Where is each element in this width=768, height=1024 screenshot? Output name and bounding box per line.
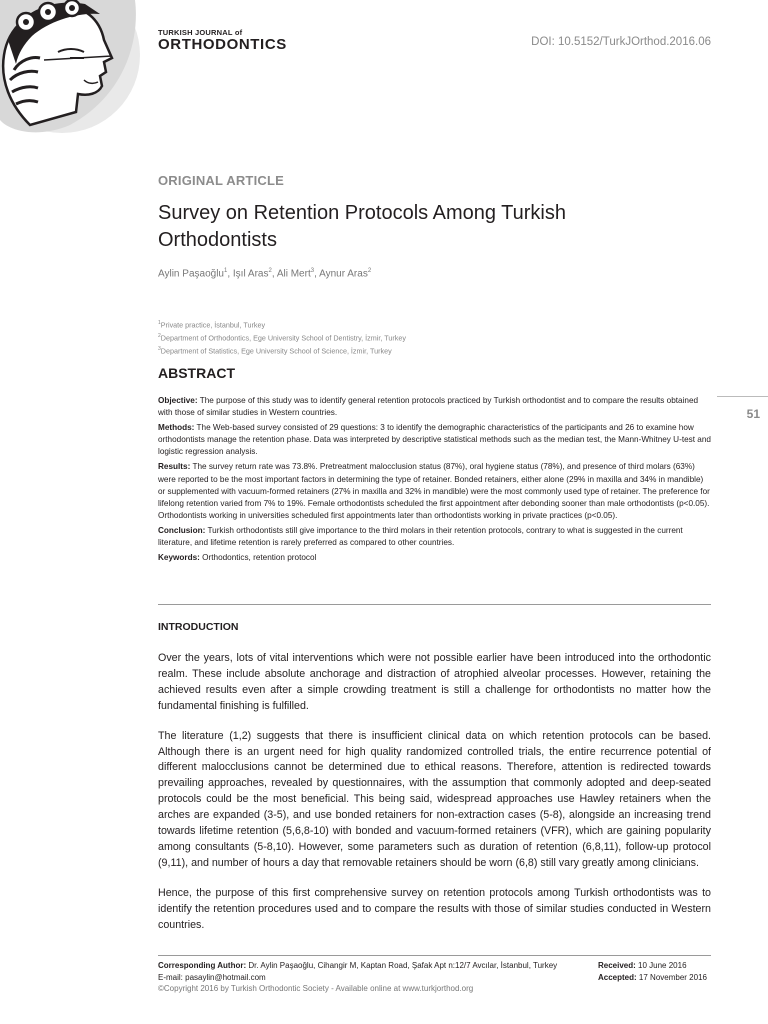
paragraph: The literature (1,2) suggests that there is insufficient clinical data on which retention protocols can be based. Although there is an urgent need for high quality randomized controlled trials, the entire recurrence potential of different malocclusions cannot be determined due to ethical reasons. Therefore, attention is redirected towards prevailing approaches, revealed by questionnaires, with the assumption that commonly adopted and deep-seated protocols could be the most beneficial. This being said, widespread approaches use Hawley retainers when the arches are expanded (3-5), and use bonded retainers for non-extraction cases (5-8), alongside an increasing trend towards lifetime retention (5,6,8-10) with bonded and vacuum-formed retainers (VFR), which are gaining popularity among consultants (5-8,10). However, some parameters such as duration of retention (6,8,11), follow-up protocol (9,11), and number of hours a day that removable retainers should be worn (6,8) still vary greatly among clinicians. [158,729,711,869]
affiliation: $^2$Department of Orthodontics, Ege University School of Dentistry, İzmir, Turkey [158,332,406,343]
journal-masthead [158,28,287,53]
abstract-objective: Objective: The purpose of this study was to identify general retention protocols practiced by Turkish orthodontist and to compare the results obtained with those of similar studies in Western countries. [158,396,699,418]
author-name: Aylin Paşaoğlu [158,268,224,280]
journal-name-small: TURKISH JOURNAL of [158,28,243,37]
affiliation: $^1$Private practice, İstanbul, Turkey [158,320,266,330]
journal-emblem-logo [0,0,140,135]
author-name: Aynur Aras [319,268,368,280]
abstract-heading: ABSTRACT [158,365,235,381]
corresponding-label: Corresponding Author: [158,961,247,970]
abstract-body [158,395,711,567]
author-affiliation-marker: 1 [223,268,228,274]
accepted-date: 17 November 2016 [638,972,707,982]
received-date: 10 June 2016 [638,961,687,970]
author-list: Aylin Paşaoğlu$^1$, Işıl Aras$^2$, Ali Mert$^3$, Aynur Aras$^2$ [158,268,372,280]
paragraph: Over the years, lots of vital interventions which were not possible earlier have been introduced into the orthodontic realm. These include absolute anchorage and distraction of atrophied alveolar processes. However, retaining the achieved results even after a simple crowding treatment is still a challenge for orthodontists no matter how the fundamental finishing is fulfilled. [158,652,711,712]
abstract-results: Results: The survey return rate was 73.8%. Pretreatment malocclusion status (87%), oral hygiene status (78%), and presence of third molars (63%) were reported to be the most important factors in determining the type of retainer. Bonded retainers, either alone (29% in maxilla and 34% in mandible) or supplemented with vacuum-formed retainers (27% in maxilla and 32% in mandible) were the most commonly used type of retainer. The preference for lifelong retention varied from 7% to 19%. Female orthodontists scheduled the first appointment after debonding sooner than male orthodontists (p<0.05). Orthodontists working in universities scheduled first appointments later than orthodontists working in private practices (p<0.05). [158,462,710,520]
corresponding-address: Dr. Aylin Paşaoğlu, Cihangir M, Kaptan Road, Şafak Apt n:12/7 Avcılar, İstanbul, Turkey [248,961,558,970]
doi: DOI: 10.5152/TurkJOrthod.2016.06 [531,36,711,48]
affiliation: $^3$Department of Statistics, Ege University School of Science, İzmir, Turkey [158,345,392,356]
copyright: ©Copyright 2016 by Turkish Orthodontic Society - Available online at www.turkjorthod.org [158,984,474,993]
margin-rule [717,396,768,397]
corresponding-email: E-mail: pasaylin@hotmail.com [158,972,266,982]
footer-correspondence [158,960,578,995]
introduction-heading: INTRODUCTION [158,621,239,633]
footer-divider [158,955,711,956]
article-type: ORIGINAL ARTICLE [158,173,284,188]
affiliation-list [158,318,406,357]
abstract-conclusion: Conclusion: Turkish orthodontists still give importance to the third molars in their retention protocols, contrary to what is suggested in the current literature, and lifetime retention is rarely preferred as compared to other countries. [158,525,683,548]
author-name: Işıl Aras [232,268,269,280]
accepted-label: Accepted: [598,972,637,982]
author-affiliation-marker: 2 [367,268,372,274]
article-title: Survey on Retention Protocols Among Turkish Orthodontists [158,202,566,251]
journal-name-big: ORTHODONTICS [158,36,287,53]
page-number: 51 [746,407,760,421]
author-name: Ali Mert [276,268,311,280]
footer-dates [598,960,718,983]
author-affiliation-marker: 3 [310,268,315,274]
author-affiliation-marker: 2 [268,268,272,274]
introduction-body [158,651,711,948]
abstract-methods: Methods: The Web-based survey consisted of 29 questions: 3 to identify the demographic characteristics of the participants and 26 to examine how orthodontists manage the retention phase. Data was interpreted by descriptive statistical methods such as the median test, the Mann-Whitney U-test and logistic regression analysis. [158,423,711,457]
abstract-keywords: Keywords: Orthodontics, retention protocol [158,553,317,563]
paragraph: Hence, the purpose of this first comprehensive survey on retention protocols among Turkish orthodontists was to identify the retention procedures used and to compare the results with those of similar studies conducted in Western countries. [158,886,711,931]
divider [158,604,711,605]
received-label: Received: [598,961,636,970]
